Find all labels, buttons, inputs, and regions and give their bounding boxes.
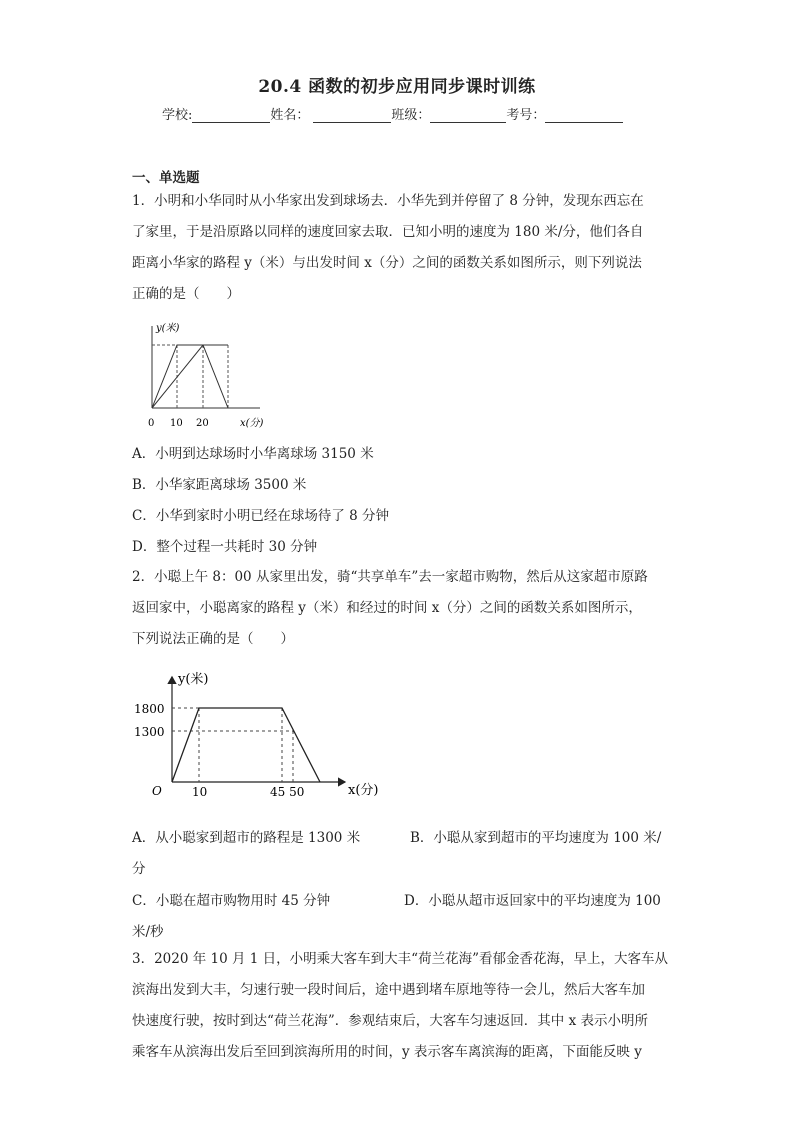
question-2-option-d-continued: 米/秒: [132, 924, 164, 940]
question-2-option-b[interactable]: B．小聪从家到超市的平均速度为 100 米/: [410, 830, 662, 846]
question-1-line: 1．小明和小华同时从小华家出发到球场去．小华先到并停留了 8 分钟，发现东西忘在: [132, 193, 644, 209]
question-1-graph: [140, 316, 280, 434]
question-3-line: 快速度行驶，按时到达“荷兰花海”．参观结束后，大客车匀速返回．其中 x 表示小明所: [132, 1013, 648, 1029]
question-2-option-b-continued: 分: [132, 861, 146, 877]
x-axis-label: x(分): [240, 418, 264, 429]
class-label: 班级：: [391, 108, 431, 123]
y-tick-label: 1300: [134, 725, 165, 739]
origin-label: 0: [148, 418, 155, 429]
question-2-line: 2．小聪上午 8：00 从家里出发，骑“共享单车”去一家超市购物，然后从这家超市原路: [132, 569, 648, 585]
x-axis-label: x(分): [348, 783, 379, 798]
question-1-line: 正确的是（ ）: [132, 286, 240, 302]
xiaoming-path: [152, 345, 228, 408]
question-1-line: 了家里，于是沿原路以同样的速度回家去取．已知小明的速度为 180 米/分，他们各自: [132, 224, 644, 240]
xiaohua-path: [152, 345, 228, 408]
question-2-option-a[interactable]: A．从小聪家到超市的路程是 1300 米: [132, 830, 361, 846]
x-tick-label: 20: [196, 418, 209, 429]
name-blank[interactable]: [313, 108, 391, 123]
x-tick-label: 10: [192, 785, 208, 799]
student-info-line: [162, 104, 623, 123]
question-1-line: 距离小华家的路程 y（米）与出发时间 x（分）之间的函数关系如图所示，则下列说法: [132, 255, 642, 271]
exam-no-blank[interactable]: [545, 108, 623, 123]
y-axis-label: y(米): [156, 323, 180, 334]
y-axis-label: y(米): [178, 672, 209, 687]
question-1-option-a[interactable]: A．小明到达球场时小华离球场 3150 米: [132, 446, 374, 462]
page-title: 20.4 函数的初步应用同步课时训练: [258, 77, 536, 97]
y-tick-label: 1800: [134, 702, 165, 716]
class-blank[interactable]: [430, 108, 506, 123]
question-2-line: 下列说法正确的是（ ）: [132, 631, 294, 647]
question-2-graph: [130, 665, 400, 805]
origin-label: O: [152, 784, 162, 798]
school-label: 学校:: [162, 108, 193, 123]
question-2-text: [132, 562, 672, 655]
question-2-line: 返回家中，小聪离家的路程 y（米）和经过的时间 x（分）之间的函数关系如图所示，: [132, 600, 642, 616]
x-tick-label: 45 50: [270, 785, 305, 799]
question-3-line: 滨海出发到大丰，匀速行驶一段时间后，途中遇到堵车原地等待一会儿，然后大客车加: [132, 982, 645, 998]
distance-path: [172, 708, 320, 782]
exam-no-label: 考号：: [506, 108, 546, 123]
question-1-option-c[interactable]: C．小华到家时小明已经在球场待了 8 分钟: [132, 508, 390, 524]
question-3-line: 乘客车从滨海出发后至回到滨海所用的时间，y 表示客车离滨海的距离，下面能反映 y: [132, 1044, 642, 1060]
section-heading: 一、单选题: [132, 170, 200, 186]
school-blank[interactable]: [192, 108, 270, 123]
question-2-option-d[interactable]: D．小聪从超市返回家中的平均速度为 100: [404, 893, 661, 909]
name-label: 姓名：: [270, 108, 310, 123]
question-3-line: 3．2020 年 10 月 1 日，小明乘大客车到大丰“荷兰花海”看郁金香花海，早上，大客车从: [132, 951, 668, 967]
question-2-option-c[interactable]: C．小聪在超市购物用时 45 分钟: [132, 893, 331, 909]
question-1-text: [132, 186, 672, 310]
question-1-option-b[interactable]: B．小华家距离球场 3500 米: [132, 477, 307, 493]
x-tick-label: 10: [170, 418, 183, 429]
question-1-option-d[interactable]: D．整个过程一共耗时 30 分钟: [132, 539, 318, 555]
question-3-text: [132, 944, 672, 1068]
